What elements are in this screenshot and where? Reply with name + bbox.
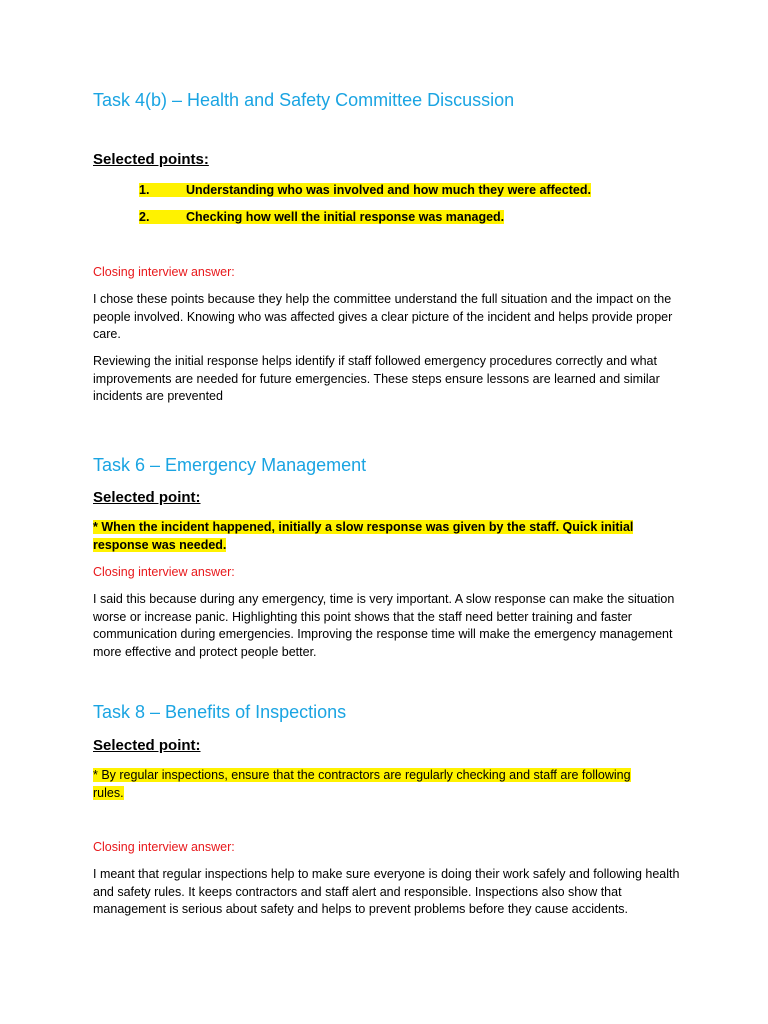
task6-heading: Task 6 – Emergency Management	[93, 455, 367, 475]
task4b-paragraph-1: I chose these points because they help the committee understand the full situation and the impact on the people involved. Knowing who was affected gives a clear picture of the incident and helps provide proper care.	[93, 292, 673, 342]
task6-point-line-2: response was needed.	[93, 538, 227, 552]
task4b-point-1-text: Understanding who was involved and how much they were affected.	[186, 183, 591, 197]
task6-point-line-1: * When the incident happened, initially a slow response was given by the staff. Quick initial	[93, 520, 634, 534]
task6-paragraph: I said this because during any emergency, time is very important. A slow response can make the situation worse or increase panic. Highlighting this point shows that the staff need better training and faster communication during emergencies. Improving the response time will make the emergency management more effective and protect people better.	[93, 592, 675, 660]
task6-selected-label: Selected point:	[93, 489, 201, 506]
task4b-point-1-number: 1.	[139, 183, 150, 197]
task4b-selected-label: Selected points:	[93, 151, 209, 168]
task8-heading: Task 8 – Benefits of Inspections	[93, 702, 347, 722]
task8-paragraph: I meant that regular inspections help to make sure everyone is doing their work safely and following health and safety rules. It keeps contractors and staff alert and responsible. Inspections also show that management is serious about safety and helps to prevent problems before they cause accidents.	[93, 867, 680, 917]
task4b-point-2-text: Checking how well the initial response was managed.	[186, 210, 505, 224]
task4b-closing-label: Closing interview answer:	[93, 265, 235, 279]
task4b-point-2	[139, 209, 504, 226]
task4b-point-1	[139, 182, 591, 199]
task8-point-line-2: rules.	[93, 786, 124, 800]
task6-selected-point	[93, 518, 663, 554]
task4b-heading: Task 4(b) – Health and Safety Committee Discussion	[93, 90, 515, 110]
task8-closing-label: Closing interview answer:	[93, 840, 235, 854]
task8-selected-label: Selected point:	[93, 737, 201, 754]
task4b-point-2-number: 2.	[139, 210, 150, 224]
task8-point-line-1: * By regular inspections, ensure that the contractors are regularly checking and staff are following	[93, 768, 631, 782]
task4b-paragraph-2: Reviewing the initial response helps identify if staff followed emergency procedures correctly and what improvements are needed for future emergencies. These steps ensure lessons are learned and similar incidents are prevented	[93, 354, 660, 404]
task6-closing-label: Closing interview answer:	[93, 565, 235, 579]
task8-selected-point	[93, 766, 663, 802]
